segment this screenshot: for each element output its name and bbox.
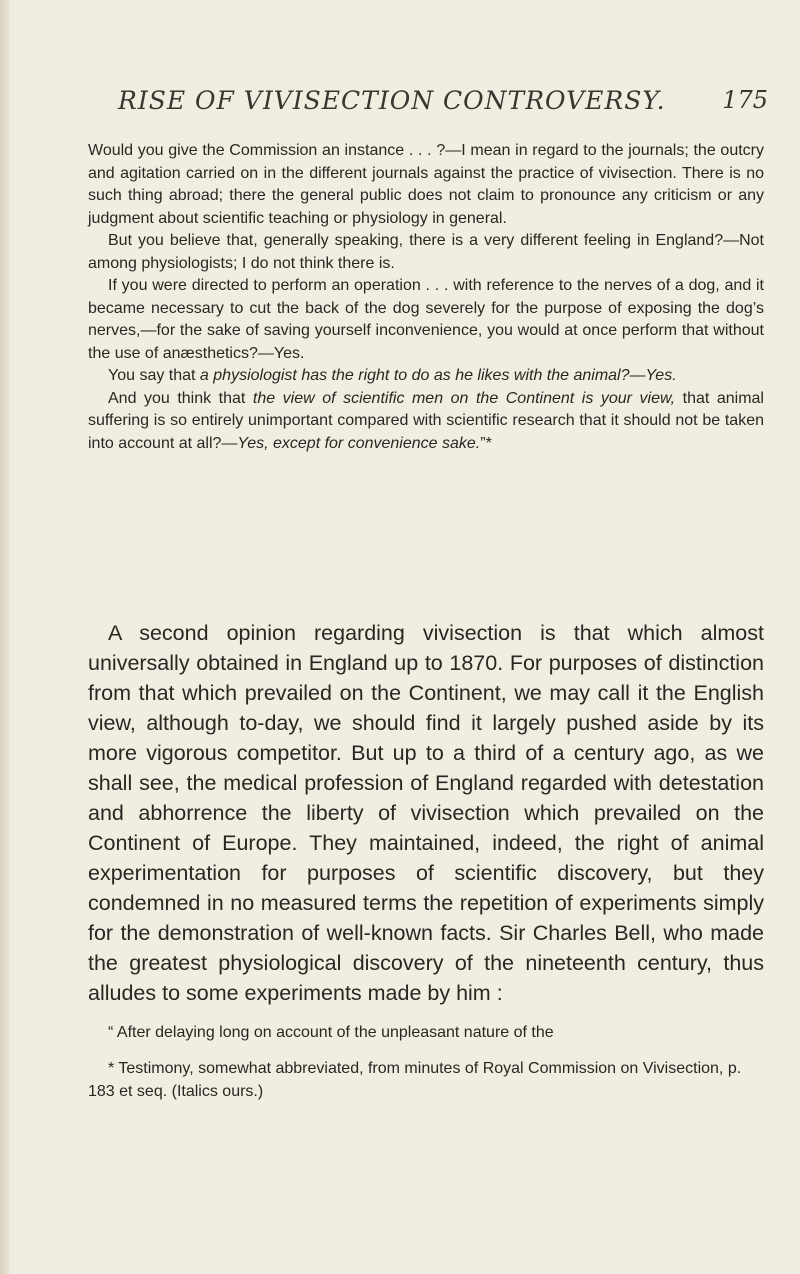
q5-text-start: And you think that [108,389,253,407]
q5-italic-1: the view of scientific men on the Continent is your view, [252,389,676,407]
q4-text: You say that [108,367,200,384]
testimony-excerpt [88,140,764,455]
quotation-start: “ After delaying long on account of the unpleasant nature of the [108,1024,554,1041]
q5-text-middle: that animal suffering is so entirely unimportant compared with scientific research that it should not be taken into account at all?— [88,389,764,452]
page-gutter-shadow [0,0,10,1274]
footnote: * Testimony, somewhat abbreviated, from minutes of Royal Commission on Vivisection, p. 183 et seq. (Italics ours.) [88,1060,742,1100]
testimony-question-2: But you believe that, generally speaking, there is a very different feeling in England?—Not among physiologists; I do not think there is. [88,232,764,272]
q4-italic: a physiologist has the right to do as he likes with the animal?—Yes. [199,367,677,384]
q5-italic-2: Yes, except for convenience sake. [237,434,481,452]
testimony-question-4 [88,365,764,388]
q5-text-end: ”* [480,434,492,452]
testimony-question-3: If you were directed to perform an operation . . . with reference to the nerves of a dog, and it became necessary to cut the back of the dog severely for the purpose of exposing the dog’s nerves,—for the sake of saving yourself inconvenience, you would at once perform that without the use of anæsthetics?—Yes. [88,277,764,362]
running-head [118,86,768,120]
main-paragraph: A second opinion regarding vivisection is that which almost universally obtained in England up to 1870. For purposes of distinction from that which prevailed on the Continent, we may call it the English view, although to-day, we should find it largely pushed aside by its more vigorous competitor. But up to a third of a century ago, as we shall see, the medical profession of England regarded with detestation and abhorrence the liberty of vivisection which prevailed on the Continent of Europe. They maintained, indeed, the right of animal experimentation for purposes of scientific discovery, but they condemned in no measured terms the repetition of experiments simply for the demonstration of well-known facts. Sir Charles Bell, who made the greatest physiological discovery of the nineteenth century, thus alludes to some experiments made by him : [88,621,764,1005]
page-number: 175 [722,86,768,114]
body-text [88,618,764,1008]
running-head-title: RISE OF VIVISECTION CONTROVERSY. [118,86,666,115]
testimony-question-1: Would you give the Commission an instance . . . ?—I mean in regard to the journals; the outcry and agitation carried on in the different journals against the practice of vivisection. There is no such thing abroad; there the general public does not claim to pronounce any criticism or any judgment about scientific teaching or physiology in general. [88,142,764,227]
testimony-question-5 [88,388,764,456]
